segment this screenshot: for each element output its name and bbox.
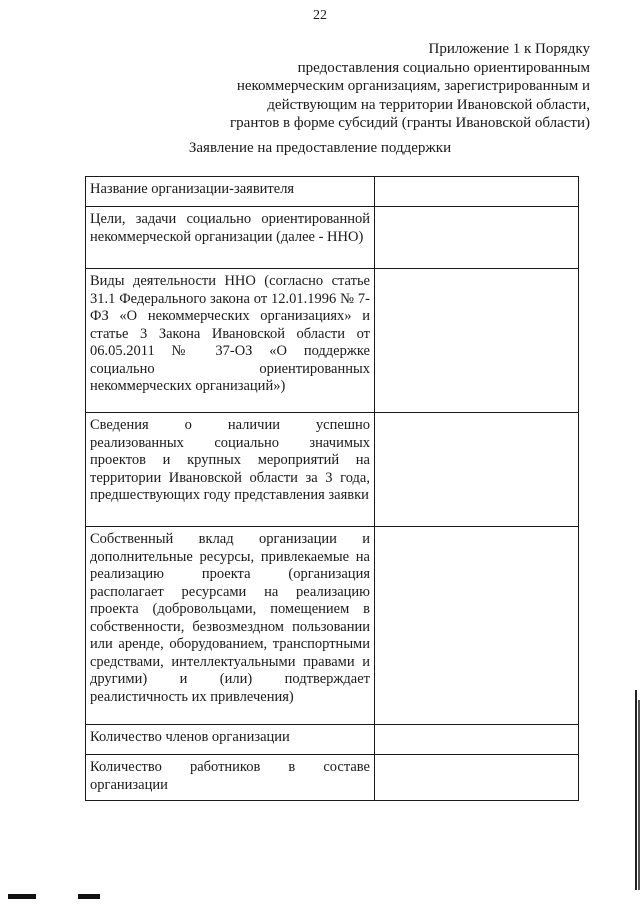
row-value-goals[interactable]: [375, 207, 579, 269]
table-row: [86, 527, 579, 725]
scan-mark: [78, 894, 100, 899]
table-row: [86, 207, 579, 269]
table-row: [86, 725, 579, 755]
table-row: [86, 269, 579, 413]
application-form-table: [85, 176, 579, 801]
row-label-employees-count: Количество работников в составе организации: [86, 755, 375, 801]
row-value-completed-projects[interactable]: [375, 413, 579, 527]
row-label-organization-name: Название организации-заявителя: [86, 177, 375, 207]
row-label-goals: Цели, задачи социально ориентированной некоммерческой организации (далее - НHO): [86, 207, 375, 269]
scan-binding-edge: [635, 690, 637, 890]
appendix-header-line: грантов в форме субсидий (гранты Ивановской области): [230, 115, 590, 131]
row-value-activities[interactable]: [375, 269, 579, 413]
row-label-own-contribution: Собственный вклад организации и дополнительные ресурсы, привлекаемые на реализацию проекта (организация располагает ресурсами на реализацию проекта (добровольцами, помещением в собственности, безвозмездном пользовании или аренде, оборудованием, транспортными средствами, интеллектуальными правами и другими) и (или) подтверждает реалистичность их привлечения): [86, 527, 375, 725]
table-row: [86, 755, 579, 801]
table-row: [86, 177, 579, 207]
table-row: [86, 413, 579, 527]
row-value-own-contribution[interactable]: [375, 527, 579, 725]
appendix-header-line: действующим на территории Ивановской области,: [267, 96, 590, 113]
row-value-members-count[interactable]: [375, 725, 579, 755]
appendix-header-line: предоставления социально ориентированным: [297, 59, 590, 76]
page-number: 22: [313, 8, 327, 23]
row-value-organization-name[interactable]: [375, 177, 579, 207]
scan-mark: [8, 894, 36, 899]
appendix-header-line: некоммерческим организациям, зарегистрированным и: [236, 78, 590, 94]
row-value-employees-count[interactable]: [375, 755, 579, 801]
appendix-header: [170, 40, 590, 133]
appendix-header-line: Приложение 1 к Порядку: [428, 41, 590, 57]
row-label-members-count: Количество членов организации: [86, 725, 375, 755]
document-title: Заявление на предоставление поддержки: [188, 140, 452, 156]
row-label-activities: Виды деятельности НHO (согласно статье 31.1 Федерального закона от 12.01.1996 № 7-ФЗ «О некоммерческих организациях» и статье 3 Закона Ивановской области от 06.05.2011 № 37-ОЗ «О поддержке социально ориентированных некоммерческих организаций»): [86, 269, 375, 413]
row-label-completed-projects: Сведения о наличии успешно реализованных социально значимых проектов и крупных мероприятий на территории Ивановской области за 3 года, предшествующих году представления заявки: [86, 413, 375, 527]
